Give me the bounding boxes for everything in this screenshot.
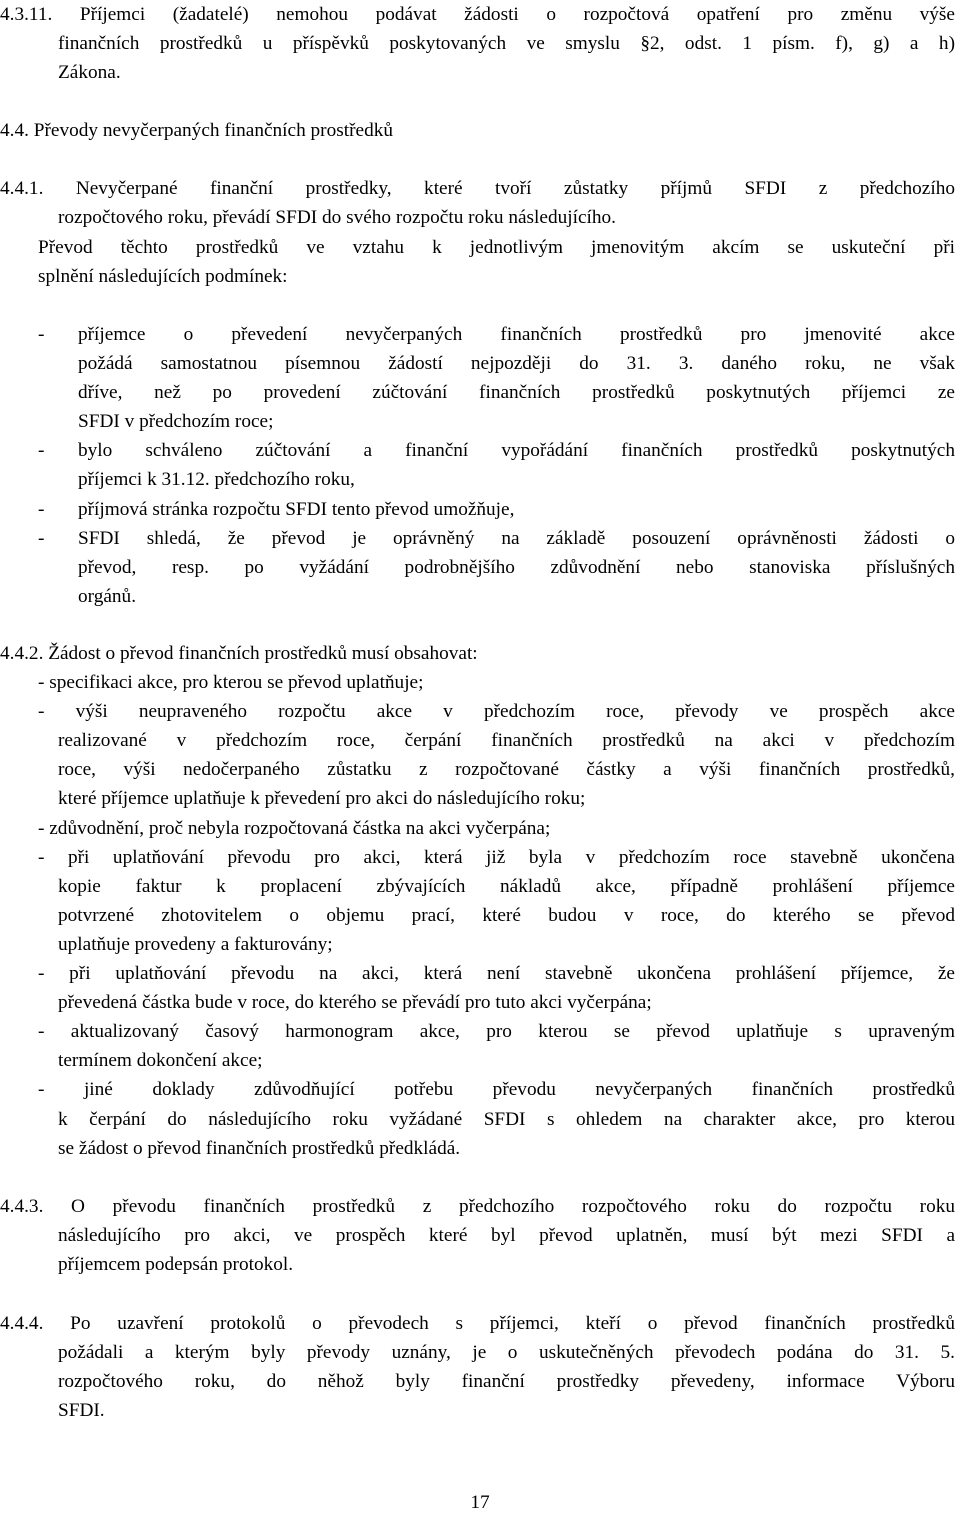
- text-line: finančních prostředků u příspěvků poskytovaných ve smyslu §2, odst. 1 písm. f), g) a h): [58, 33, 955, 55]
- text-line: - zdůvodnění, proč nebyla rozpočtovaná částka na akci vyčerpána;: [38, 817, 551, 839]
- heading-text: 4.4. Převody nevyčerpaných finančních prostředků: [0, 120, 393, 141]
- text-line: kopie faktur k proplacení zbývajících nákladů akce, případně prohlášení příjemce: [58, 875, 955, 897]
- list-item: [38, 843, 955, 959]
- page-number: 17: [470, 1492, 490, 1513]
- list-item: [38, 668, 955, 697]
- text-line: Převod těchto prostředků ve vztahu k jednotlivým jmenovitým akcím se uskuteční při: [38, 237, 955, 258]
- text-line: Zákona.: [58, 62, 121, 84]
- text-line: které příjemce uplatňuje k převedení pro akci do následujícího roku;: [58, 788, 586, 810]
- text-line: realizované v předchozím roce, čerpání finančních prostředků na akci v předchozím: [58, 730, 955, 752]
- section-heading: 4.4.2. Žádost o převod finančních prostředků musí obsahovat:: [0, 643, 478, 664]
- paragraph-conditions-intro: [38, 233, 955, 291]
- text-line: - jiné doklady zdůvodňující potřebu převodu nevyčerpaných finančních prostředků: [38, 1079, 955, 1101]
- list-item: [38, 1075, 955, 1162]
- bullet-dash: -: [38, 498, 45, 520]
- text-line: potvrzené zhotovitelem o objemu prací, které budou v roce, do kterého se převod: [58, 904, 955, 926]
- text-line: bylo schváleno zúčtování a finanční vypořádání finančních prostředků poskytnutých: [78, 440, 955, 462]
- text-line: orgánů.: [78, 585, 137, 607]
- text-line: příjemci k 31.12. předchozího roku,: [78, 469, 355, 491]
- list-item: [38, 697, 955, 813]
- text-line: - při uplatňování převodu pro akci, která již byla v předchozím roce stavebně ukončena: [38, 846, 955, 868]
- text-line: rozpočtového roku, do něhož byly finanční prostředky převedeny, informace Výboru: [58, 1371, 955, 1393]
- bullet-dash: -: [38, 324, 45, 345]
- section-4-4-4: [0, 1309, 955, 1425]
- text-line: požádali a kterým byly převody uznány, je o uskutečněných převodech podána do 31. 5.: [58, 1342, 955, 1364]
- text-line: roce, výši nedočerpaného zůstatku z rozpočtované částky a výši finančních prostředků,: [58, 759, 955, 781]
- section-4-4-2: [0, 639, 955, 1163]
- text-line: následujícího pro akci, ve prospěch které byl převod uplatněn, musí být mezi SFDI a: [58, 1225, 955, 1247]
- text-line: požádá samostatnou písemnou žádostí nejpozději do 31. 3. daného roku, ne však: [78, 353, 955, 375]
- text-line: rozpočtového roku, převádí SFDI do svého rozpočtu roku následujícího.: [58, 207, 616, 229]
- conditions-list: [38, 320, 955, 611]
- text-line: k čerpání do následujícího roku vyžádané SFDI s ohledem na charakter akce, pro kterou: [58, 1108, 955, 1130]
- text-line: - aktualizovaný časový harmonogram akce, pro kterou se převod uplatňuje s upraveným: [38, 1021, 955, 1043]
- request-items-list: [0, 668, 955, 1163]
- text-line: 4.4.4. Po uzavření protokolů o převodech s příjemci, kteří o převod finančních prostředků: [0, 1313, 955, 1334]
- text-line: - specifikaci akce, pro kterou se převod uplatňuje;: [38, 672, 424, 694]
- list-item: [38, 524, 955, 611]
- list-item: [38, 320, 955, 436]
- text-line: SFDI shledá, že převod je oprávněný na základě posouzení oprávněnosti žádosti o: [78, 527, 955, 549]
- text-line: - při uplatňování převodu na akci, která není stavebně ukončena prohlášení příjemce, že: [38, 963, 955, 985]
- list-item: [38, 495, 955, 524]
- text-line: 4.4.1. Nevyčerpané finanční prostředky, které tvoří zůstatky příjmů SFDI z předchozího: [0, 178, 955, 199]
- text-line: SFDI.: [58, 1400, 105, 1422]
- text-line: termínem dokončení akce;: [58, 1050, 263, 1072]
- text-line: 4.4.3. O převodu finančních prostředků z předchozího rozpočtového roku do rozpočtu roku: [0, 1196, 955, 1217]
- text-line: převod, resp. po vyžádání podrobnějšího zdůvodnění nebo stanoviska příslušných: [78, 556, 955, 578]
- list-item: [38, 1017, 955, 1075]
- text-line: 4.3.11. Příjemci (žadatelé) nemohou podávat žádosti o rozpočtová opatření pro změnu výše: [0, 4, 955, 25]
- text-line: SFDI v předchozím roce;: [78, 411, 274, 433]
- section-4-3-11: [0, 0, 955, 87]
- text-line: splnění následujících podmínek:: [38, 266, 288, 288]
- text-line: příjmová stránka rozpočtu SFDI tento převod umožňuje,: [78, 498, 515, 520]
- text-line: převedená částka bude v roce, do kterého se převádí pro tuto akci vyčerpána;: [58, 992, 652, 1014]
- text-line: dříve, než po provedení zúčtování finančních prostředků poskytnutých příjemci ze: [78, 382, 955, 404]
- bullet-dash: -: [38, 527, 45, 549]
- text-line: se žádost o převod finančních prostředků předkládá.: [58, 1137, 461, 1159]
- text-line: příjemce o převedení nevyčerpaných finančních prostředků pro jmenovité akce: [78, 324, 955, 345]
- text-line: příjemcem podepsán protokol.: [58, 1254, 294, 1276]
- section-heading-4-4: [0, 116, 955, 145]
- bullet-dash: -: [38, 440, 45, 462]
- section-4-4-3: [0, 1192, 955, 1279]
- list-item: [38, 814, 955, 843]
- section-4-4-1: [0, 174, 955, 232]
- text-line: - výši neupraveného rozpočtu akce v předchozím roce, převody ve prospěch akce: [38, 701, 955, 723]
- list-item: [38, 436, 955, 494]
- list-item: [38, 959, 955, 1017]
- text-line: uplatňuje provedeny a fakturovány;: [58, 933, 333, 955]
